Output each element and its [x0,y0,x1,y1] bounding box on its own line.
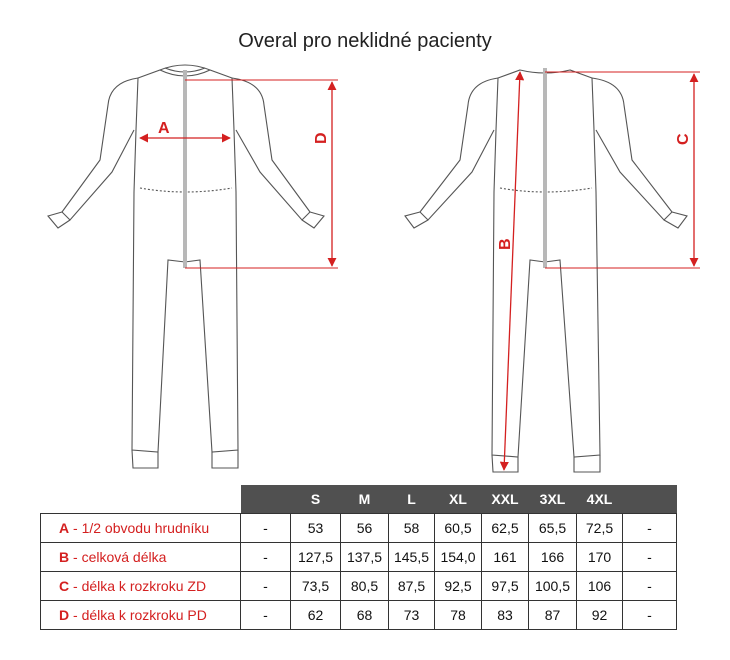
table-cell: - [623,572,677,601]
table-cell: 73,5 [291,572,341,601]
back-leg-cuffs [492,455,600,472]
size-table [40,485,677,630]
measure-b-arrow [504,72,520,470]
table-cell: 72,5 [577,514,623,543]
table-cell: 154,0 [435,543,482,572]
table-cell: 106 [577,572,623,601]
table-row [41,572,677,601]
row-description: - délka k rozkroku PD [69,607,207,623]
table-cell: 161 [482,543,529,572]
front-left-sleeve [62,78,138,220]
table-cell: 53 [291,514,341,543]
table-cell: 127,5 [291,543,341,572]
row-description: - délka k rozkroku ZD [69,578,207,594]
table-cell: 166 [529,543,577,572]
header-blank [41,485,241,514]
table-cell: 137,5 [341,543,389,572]
table-cell: - [623,543,677,572]
table-cell: 97,5 [482,572,529,601]
table-cell: 60,5 [435,514,482,543]
row-label [41,601,241,630]
table-cell: 100,5 [529,572,577,601]
header-size-4xl: 4XL [577,485,623,514]
front-leg-cuffs [132,450,238,468]
row-description: - 1/2 obvodu hrudníku [69,520,210,536]
header-cell [623,485,677,514]
row-letter: B [59,549,70,565]
row-label [41,543,241,572]
header-size-l: L [389,485,435,514]
back-view-figure [405,68,687,472]
measure-d-label: D [313,132,330,144]
back-right-sleeve [592,78,672,220]
row-letter: A [59,520,70,536]
table-cell: 73 [389,601,435,630]
table-cell: 80,5 [341,572,389,601]
row-label [41,572,241,601]
table-cell: 56 [341,514,389,543]
table-row [41,543,677,572]
header-size-3xl: 3XL [529,485,577,514]
header-size-xl: XL [435,485,482,514]
measure-c-label: C [675,133,692,145]
front-left-cuff [48,212,70,228]
size-header-row [41,485,677,514]
table-cell: 92,5 [435,572,482,601]
table-cell: - [623,601,677,630]
table-cell: 87 [529,601,577,630]
page-title: Overal pro neklidné pacienty [238,30,492,52]
table-cell: 65,5 [529,514,577,543]
table-cell: - [241,543,291,572]
measure-a-label: A [158,120,170,137]
table-cell: 145,5 [389,543,435,572]
row-label [41,514,241,543]
row-letter: D [59,607,70,623]
row-letter: C [59,578,70,594]
header-cell [241,485,291,514]
header-size-xxl: XXL [482,485,529,514]
table-cell: 62,5 [482,514,529,543]
row-description: - celková délka [69,549,167,565]
back-right-cuff [664,212,687,228]
table-cell: - [241,572,291,601]
table-cell: - [241,514,291,543]
header-size-m: M [341,485,389,514]
table-cell: 170 [577,543,623,572]
table-cell: 78 [435,601,482,630]
front-right-cuff [302,212,324,228]
table-row [41,514,677,543]
table-cell: 62 [291,601,341,630]
table-cell: 87,5 [389,572,435,601]
front-view-figure [48,65,324,468]
table-cell: 68 [341,601,389,630]
table-cell: - [623,514,677,543]
table-row [41,601,677,630]
measure-b-label: B [497,238,514,250]
front-right-sleeve [232,78,310,220]
table-cell: 83 [482,601,529,630]
back-left-sleeve [420,78,498,220]
back-left-cuff [405,212,428,228]
header-size-s: S [291,485,341,514]
table-cell: 92 [577,601,623,630]
table-cell: - [241,601,291,630]
table-cell: 58 [389,514,435,543]
